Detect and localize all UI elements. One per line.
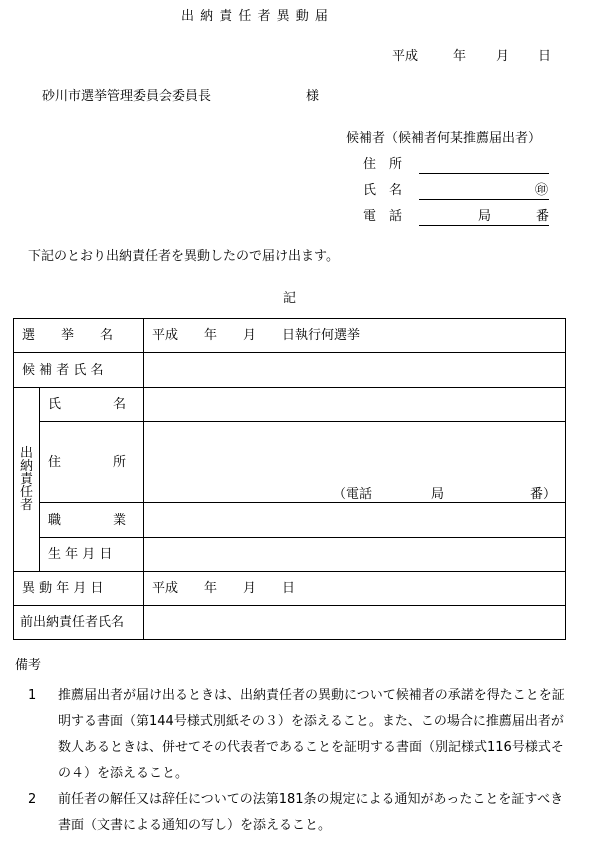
seal-mark-icon: ㊞ [535,183,549,198]
table-row-prev-treasurer [14,606,566,640]
treasurer-job-label-cell [40,503,144,538]
treasurer-vertical-char: 出 [19,446,33,461]
date-year: 年 [453,49,467,64]
intro-text: 下記のとおり出納責任者を異動したので届け出ます。 [28,249,339,264]
election-label-cell [14,319,144,353]
applicant-phone-label: 電 話 [363,209,403,224]
table-row-treasurer-dob [14,538,566,572]
treasurer-dob-value-cell[interactable] [144,538,566,572]
note-number: 2 [28,792,37,807]
candidate-value-cell[interactable] [144,353,566,388]
applicant-phone-line[interactable] [419,225,549,226]
treasurer-vertical-label [14,437,39,522]
treasurer-dob-label: 生 年 月 日 [48,547,113,562]
date-day: 日 [538,49,552,64]
notes-heading: 備考 [15,658,42,673]
applicant-phone-ban: 番 [536,209,550,224]
table-row-election [14,319,566,353]
change-date-label: 異 動 年 月 日 [22,581,104,596]
treasurer-vertical-char: 納 [19,459,33,474]
addressee-honorific: 様 [306,89,320,104]
prev-treasurer-label: 前出納責任者氏名 [20,615,125,630]
treasurer-phone-ban: 番） [530,487,557,502]
applicant-phone-kyoku: 局 [478,209,492,224]
table-row-treasurer-job [14,503,566,538]
applicant-heading: 候補者（候補者何某推薦届出者） [346,131,542,146]
treasurer-address-label-cell [40,422,144,503]
treasurer-name-value-cell[interactable] [144,388,566,422]
note-item [28,787,584,839]
treasurer-vertical-cell [14,388,40,572]
treasurer-address-label: 住 所 [48,454,127,470]
table-row-treasurer-address [14,422,566,503]
treasurer-address-value-cell[interactable] [144,422,566,503]
change-date-label-cell [14,572,144,606]
table-row-change-date [14,572,566,606]
table-row-treasurer-name [14,388,566,422]
table-row-candidate [14,353,566,388]
applicant-address-label: 住 所 [363,157,403,172]
ki-heading: 記 [283,291,297,306]
treasurer-vertical-char: 責 [19,472,33,487]
treasurer-name-label-cell [40,388,144,422]
note-text: 推薦届出者が届け出るときは、出納責任者の異動について候補者の承諾を得たことを証明する書面（第144号様式別紙その３）を添えること。また、この場合に推薦届出者が数人あるときは、併せてその代表者であることを証明する書面（別記様式116号様式その４）を添えること。 [58,688,565,781]
election-label: 選 挙 名 [22,328,114,343]
treasurer-name-label: 氏 名 [48,397,127,412]
treasurer-job-label: 職 業 [48,512,127,528]
candidate-label-cell [14,353,144,388]
prev-treasurer-value-cell[interactable] [144,606,566,640]
treasurer-vertical-char: 者 [19,498,33,513]
change-date-value: 平成 年 月 日 [152,581,296,596]
treasurer-job-value-cell[interactable] [144,503,566,538]
document-title: 出 納 責 任 者 異 動 届 [181,9,329,24]
note-text: 前任者の解任又は辞任についての法第181条の規定による通知があったことを証すべき書面（文書による通知の写し）を添えること。 [58,792,564,833]
treasurer-phone-open: （電話 [333,487,373,502]
treasurer-phone-kyoku: 局 [431,487,445,502]
change-date-value-cell[interactable] [144,572,566,606]
treasurer-dob-label-cell [40,538,144,572]
treasurer-vertical-char: 任 [19,485,33,500]
prev-treasurer-label-cell [14,606,144,640]
note-number: 1 [28,688,37,703]
addressee-name: 砂川市選挙管理委員会委員長 [42,89,212,104]
applicant-address-line[interactable] [419,173,549,174]
applicant-name-label: 氏 名 [363,183,403,198]
date-era: 平成 [392,49,419,64]
date-month: 月 [496,49,510,64]
applicant-name-line[interactable] [419,199,549,200]
election-value-cell[interactable] [144,319,566,353]
election-value: 平成 年 月 日執行何選挙 [152,328,361,343]
candidate-label: 候 補 者 氏 名 [22,362,104,378]
form-table [13,318,566,640]
note-item [28,683,584,787]
